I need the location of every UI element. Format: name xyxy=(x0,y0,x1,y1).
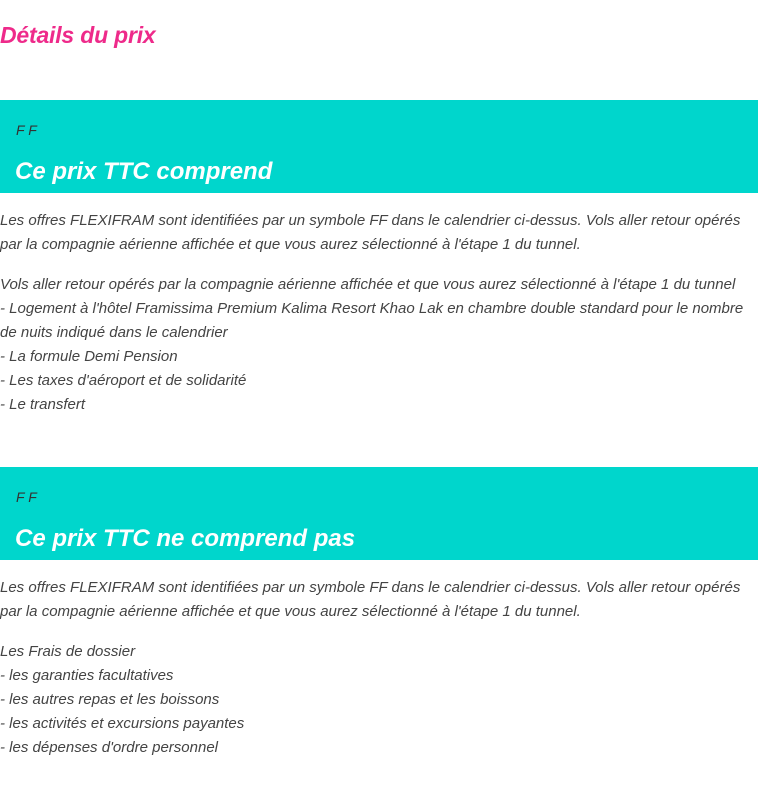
included-list-item: - La formule Demi Pension xyxy=(0,348,178,365)
included-list-item: - Le transfert xyxy=(0,396,86,413)
included-intro-text: Les offres FLEXIFRAM sont identifiées par un symbole FF dans le calendrier ci-dessus. Vols aller retour opérés par la compagnie aérienne affichée et que vous aurez sélectionné à l'étape 1 du tunnel. xyxy=(0,212,741,253)
included-section xyxy=(0,100,758,417)
included-header-band xyxy=(0,100,758,193)
included-heading: Ce prix TTC comprend xyxy=(15,158,273,185)
excluded-list-item: - les dépenses d'ordre personnel xyxy=(0,739,218,756)
excluded-intro-text: Les offres FLEXIFRAM sont identifiées par un symbole FF dans le calendrier ci-dessus. Vols aller retour opérés par la compagnie aérienne affichée et que vous aurez sélectionné à l'étape 1 du tunnel. xyxy=(0,579,741,620)
flexifram-badge: F F xyxy=(16,489,37,505)
excluded-header-band xyxy=(0,467,758,560)
excluded-list-item: Les Frais de dossier xyxy=(0,643,136,660)
flexifram-badge: F F xyxy=(16,122,37,138)
excluded-section xyxy=(0,467,758,760)
excluded-heading: Ce prix TTC ne comprend pas xyxy=(15,525,356,552)
included-list-item: - Logement à l'hôtel Framissima Premium Kalima Resort Khao Lak en chambre double standard pour le nombre de nuits indiqué dans le calendrier xyxy=(0,300,744,341)
excluded-list-item: - les garanties facultatives xyxy=(0,667,174,684)
excluded-list-item: - les activités et excursions payantes xyxy=(0,715,245,732)
included-list xyxy=(0,273,745,417)
page-title: Détails du prix xyxy=(0,22,156,48)
excluded-list-item: - les autres repas et les boissons xyxy=(0,691,220,708)
included-list-item: - Les taxes d'aéroport et de solidarité xyxy=(0,372,247,389)
excluded-list xyxy=(0,640,745,760)
included-list-item: Vols aller retour opérés par la compagnie aérienne affichée et que vous aurez sélectionné à l'étape 1 du tunnel xyxy=(0,276,736,293)
